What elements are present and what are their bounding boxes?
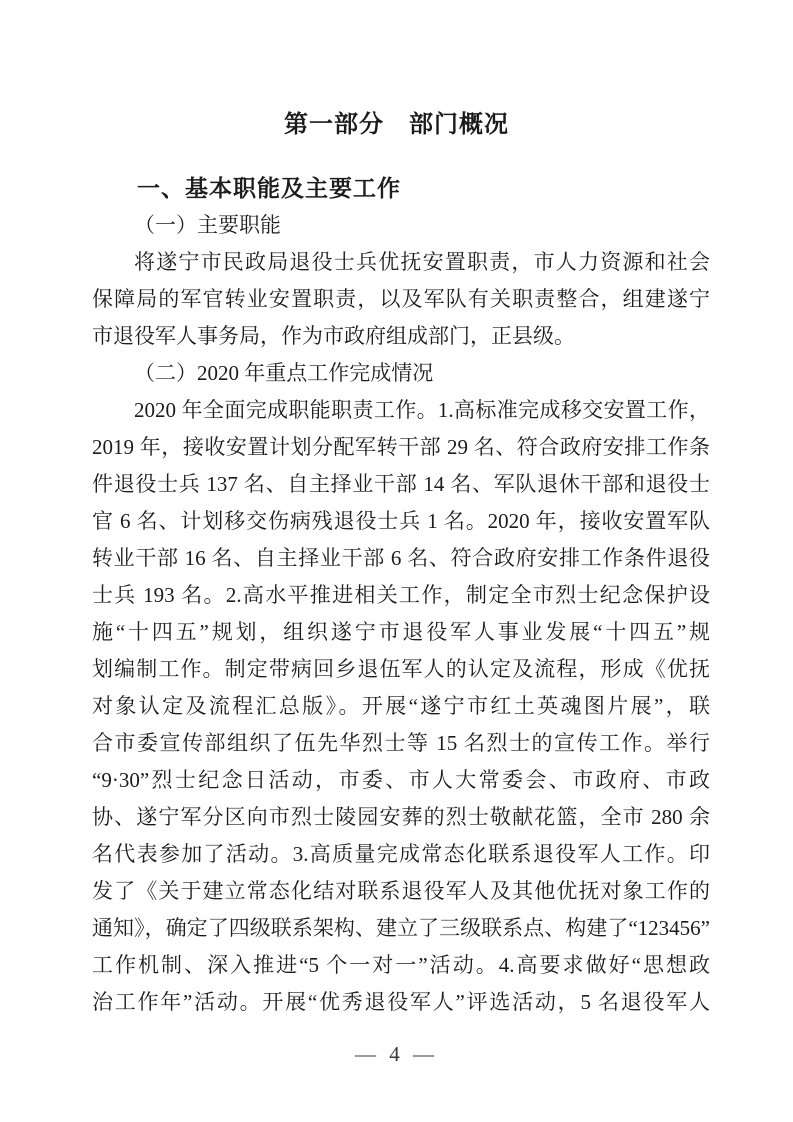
subsection-heading: （一）主要职能 (134, 213, 281, 237)
subsection-heading: （二）2020 年重点工作完成情况 (134, 361, 434, 385)
text-line: 2019 年，接收安置计划分配军转干部 29 名、符合政府安排工作条 (92, 435, 710, 459)
text-line: “9·30”烈士纪念日活动，市委、市人大常委会、市政府、市政 (92, 768, 710, 792)
text-line: 转业干部 16 名、自主择业干部 6 名、符合政府安排工作条件退役 (92, 546, 710, 570)
text-line: 划编制工作。制定带病回乡退伍军人的认定及流程，形成《优抚 (92, 657, 710, 681)
text-line: 市退役军人事务局，作为市政府组成部门，正县级。 (92, 324, 575, 348)
section-heading: 一、基本职能及主要工作 (137, 175, 401, 201)
text-line: 名代表参加了活动。3.高质量完成常态化联系退役军人工作。印 (92, 842, 710, 866)
text-line: 通知》，确定了四级联系架构、建立了三级联系点、构建了“123456” (92, 916, 710, 940)
document-title: 第一部分 部门概况 (284, 111, 509, 138)
text-line: 合市委宣传部组织了伍先华烈士等 15 名烈士的宣传工作。举行 (92, 731, 710, 755)
page-number: — 4 — (355, 1042, 438, 1066)
text-line: 对象认定及流程汇总版》。开展“遂宁市红土英魂图片展”，联 (92, 694, 710, 718)
text-line: 2020 年全面完成职能职责工作。1.高标准完成移交安置工作， (134, 398, 710, 422)
text-line: 治工作年”活动。开展“优秀退役军人”评选活动，5 名退役军人 (92, 990, 710, 1014)
text-line: 士兵 193 名。2.高水平推进相关工作，制定全市烈士纪念保护设 (92, 583, 710, 607)
text-line: 官 6 名、计划移交伤病残退役士兵 1 名。2020 年，接收安置军队 (92, 509, 710, 533)
text-line: 件退役士兵 137 名、自主择业干部 14 名、军队退休干部和退役士 (92, 472, 710, 496)
text-line: 施“十四五”规划，组织遂宁市退役军人事业发展“十四五”规 (92, 620, 710, 644)
text-line: 将遂宁市民政局退役士兵优抚安置职责，市人力资源和社会 (134, 250, 710, 274)
text-line: 保障局的军官转业安置职责，以及军队有关职责整合，组建遂宁 (92, 287, 710, 311)
text-line: 协、遂宁军分区向市烈士陵园安葬的烈士敬献花篮，全市 280 余 (92, 805, 710, 829)
document-body (92, 170, 710, 1021)
text-line: 工作机制、深入推进“5 个一对一”活动。4.高要求做好“思想政 (92, 953, 710, 977)
text-line: 发了《关于建立常态化结对联系退役军人及其他优抚对象工作的 (92, 879, 710, 903)
page-footer (0, 1042, 793, 1067)
